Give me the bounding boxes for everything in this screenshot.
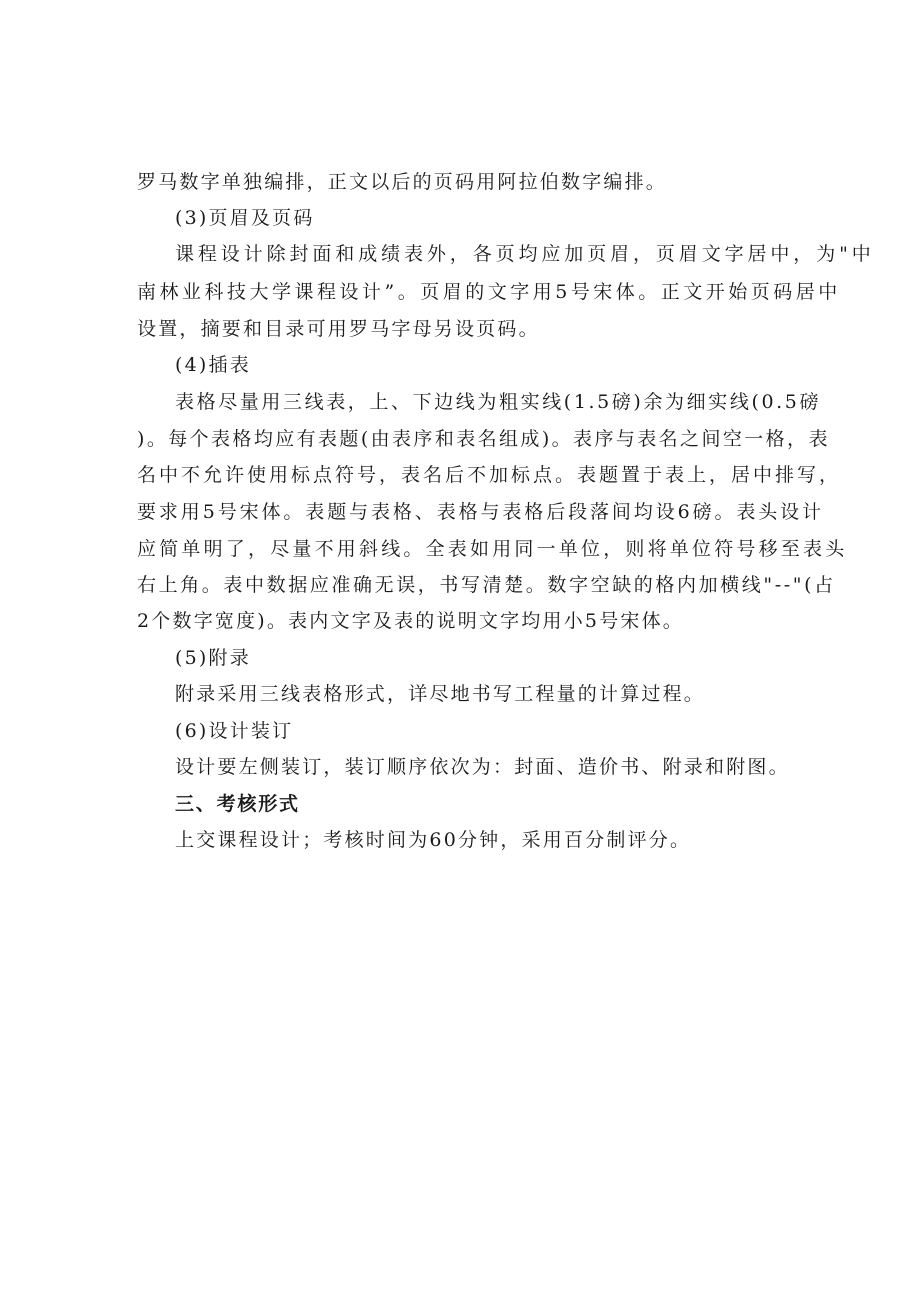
paragraph-line-header-1: 课程设计除封面和成绩表外，各页均应加页眉，页眉文字居中，为"中 <box>175 243 875 265</box>
section-heading-assessment: 三、考核形式 <box>175 793 300 815</box>
paragraph-line-assessment: 上交课程设计；考核时间为60分钟，采用百分制评分。 <box>175 829 692 851</box>
subheading-header-and-page-number: (3)页眉及页码 <box>175 207 315 229</box>
paragraph-line-appendix: 附录采用三线表格形式，详尽地书写工程量的计算过程。 <box>175 683 706 705</box>
paragraph-line-header-2: 南林业科技大学课程设计”。页眉的文字用5号宋体。正文开始页码居中 <box>137 281 841 303</box>
paragraph-line-tables-5: 应简单明了，尽量不用斜线。全表如用同一单位，则将单位符号移至表头 <box>137 538 848 560</box>
paragraph-line-page-numbering-end: 罗马数字单独编排，正文以后的页码用阿拉伯数字编排。 <box>137 171 668 193</box>
paragraph-line-tables-3: 名中不允许使用标点符号，表名后不加标点。表题置于表上，居中排写， <box>137 464 842 486</box>
paragraph-line-tables-7: 2个数字宽度)。表内文字及表的说明文字均用小5号宋体。 <box>137 610 684 632</box>
paragraph-line-tables-2: )。每个表格均应有表题(由表序和表名组成)。表序与表名之间空一格，表 <box>137 428 830 450</box>
subheading-tables: (4)插表 <box>175 354 251 376</box>
paragraph-line-binding: 设计要左侧装订，装订顺序依次为：封面、造价书、附录和附图。 <box>175 756 790 778</box>
paragraph-line-header-3: 设置，摘要和目录可用罗马字母另设页码。 <box>137 318 540 340</box>
subheading-appendix: (5)附录 <box>175 647 251 669</box>
paragraph-line-tables-6: 右上角。表中数据应准确无误，书写清楚。数字空缺的格内加横线"--"(占 <box>137 574 836 596</box>
paragraph-line-tables-4: 要求用5号宋体。表题与表格、表格与表格后段落间均设6磅。表头设计 <box>137 501 824 523</box>
subheading-binding: (6)设计装订 <box>175 720 294 742</box>
paragraph-line-tables-1: 表格尽量用三线表，上、下边线为粗实线(1.5磅)余为细实线(0.5磅 <box>175 391 822 413</box>
